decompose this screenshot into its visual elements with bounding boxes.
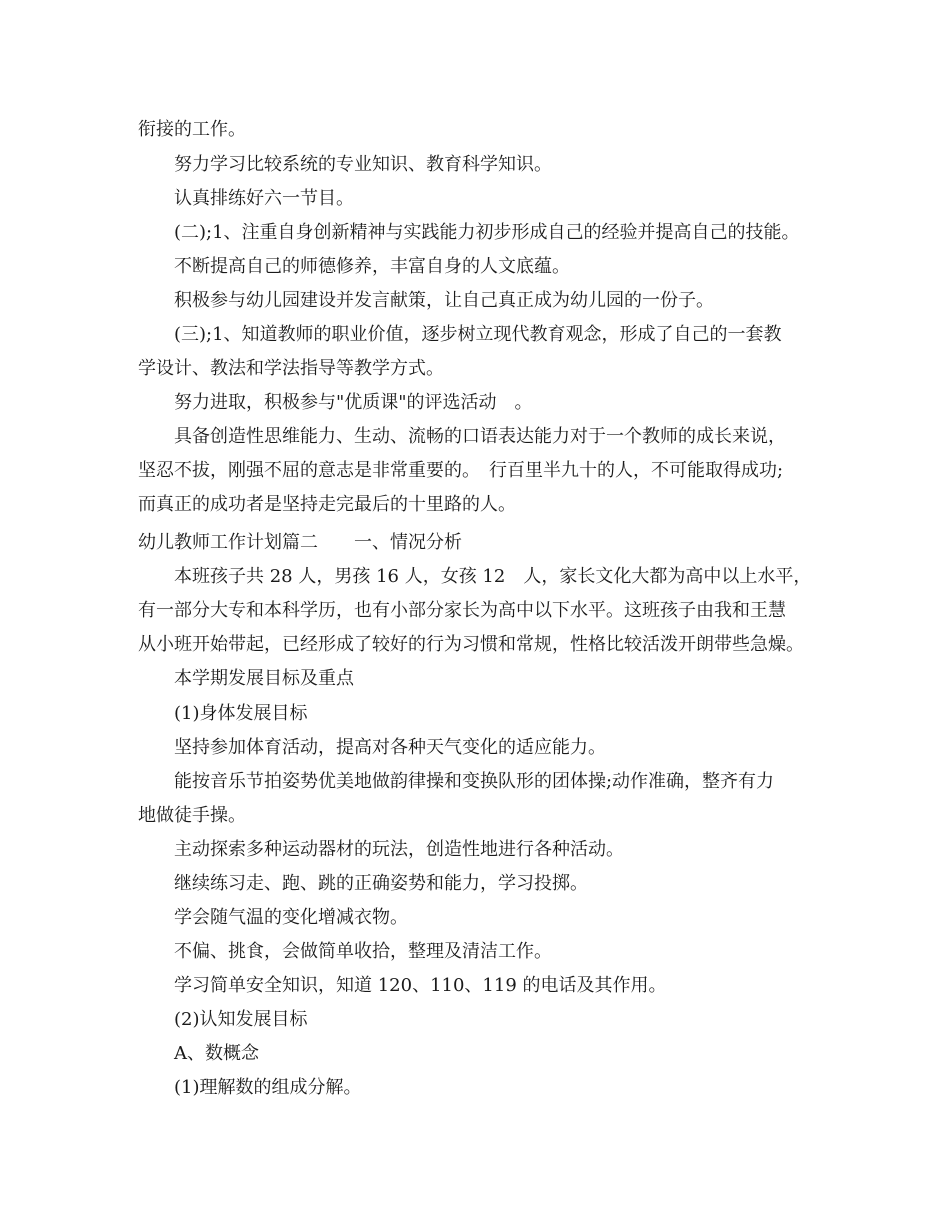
- text-line: 学设计、教法和学法指导等教学方式。: [138, 358, 444, 379]
- text-line: 本学期发展目标及重点: [174, 668, 354, 689]
- text-line: 有一部分大专和本科学历，也有小部分家长为高中以下水平。这班孩子由我和王慧: [138, 600, 786, 621]
- text-line: 积极参与幼儿园建设并发言献策，让自己真正成为幼儿园的一份子。: [174, 290, 714, 311]
- text-line: (三);1、知道教师的职业价值，逐步树立现代教育观念，形成了自己的一套教: [174, 324, 782, 345]
- text-line: 具备创造性思维能力、生动、流畅的口语表达能力对于一个教师的成长来说，: [174, 426, 786, 447]
- text-line: (1)身体发展目标: [174, 703, 308, 724]
- text-line: 主动探索多种运动器材的玩法，创造性地进行各种活动。: [174, 839, 624, 860]
- text-line: A、数概念: [174, 1043, 259, 1064]
- text-line: 从小班开始带起，已经形成了较好的行为习惯和常规，性格比较活泼开朗带些急燥。: [138, 634, 804, 655]
- text-line: 学习简单安全知识，知道 120、110、119 的电话及其作用。: [174, 975, 667, 996]
- text-line: (2)认知发展目标: [174, 1009, 308, 1030]
- text-line: 不偏、挑食，会做简单收拾，整理及清洁工作。: [174, 941, 552, 962]
- text-line: 努力进取，积极参与"优质课"的评选活动 。: [174, 392, 533, 413]
- text-line: 坚持参加体育活动，提高对各种天气变化的适应能力。: [174, 737, 606, 758]
- text-line: 衔接的工作。: [138, 119, 246, 140]
- text-line: 努力学习比较系统的专业知识、教育科学知识。: [174, 154, 552, 175]
- text-line: 能按音乐节拍姿势优美地做韵律操和变换队形的团体操;动作准确，整齐有力: [174, 771, 775, 792]
- text-line: 不断提高自己的师德修养，丰富自身的人文底蕴。: [174, 256, 570, 277]
- section-heading: 幼儿教师工作计划篇二 一、情况分析: [138, 532, 462, 553]
- text-line: 认真排练好六一节目。: [174, 188, 354, 209]
- text-line: (1)理解数的组成分解。: [174, 1077, 362, 1098]
- text-line: 而真正的成功者是坚持走完最后的十里路的人。: [138, 494, 516, 515]
- text-line: 学会随气温的变化增减衣物。: [174, 907, 408, 928]
- text-line: 本班孩子共 28 人，男孩 16 人，女孩 12 人，家长文化大都为高中以上水平，: [174, 566, 812, 587]
- text-line: 继续练习走、跑、跳的正确姿势和能力，学习投掷。: [174, 873, 588, 894]
- text-line: 地做徒手操。: [138, 805, 246, 826]
- text-line: 坚忍不拔，刚强不屈的意志是非常重要的。 行百里半九十的人，不可能取得成功;: [138, 460, 784, 481]
- text-line: (二);1、注重自身创新精神与实践能力初步形成自己的经验并提高自己的技能。: [174, 222, 800, 243]
